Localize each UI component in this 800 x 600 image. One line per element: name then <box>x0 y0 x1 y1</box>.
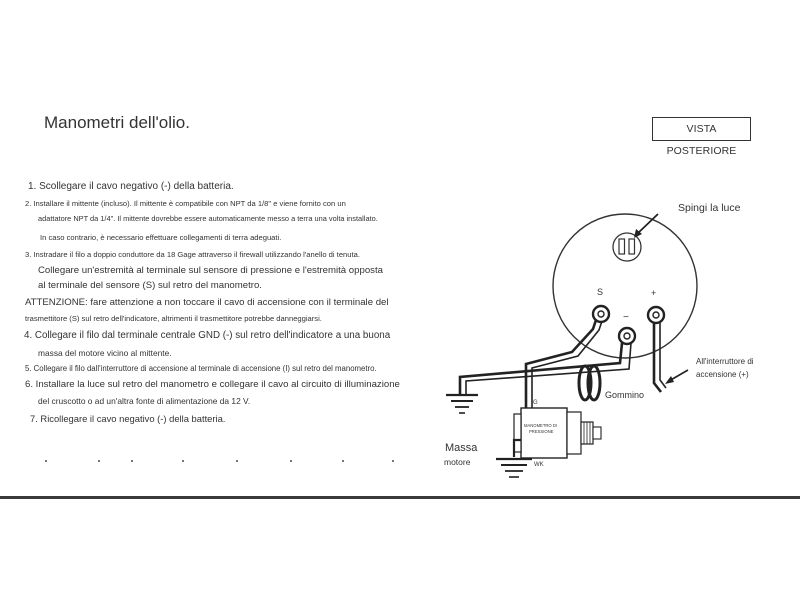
pressure-sender <box>514 408 601 458</box>
instruction-line: trasmettitore (S) sul retro dell'indicatore, altrimenti il trasmettitore potrebbe danneggiarsi. <box>25 314 322 323</box>
rear-view-badge: VISTA POSTERIORE <box>652 117 751 141</box>
terminal-plus-label: + <box>651 288 657 298</box>
page-title: Manometri dell'olio. <box>44 113 190 132</box>
push-light-label: Spingi la luce <box>678 202 741 214</box>
ignition-arrowhead <box>665 376 674 384</box>
engine-ground-label-line1: Massa <box>445 442 478 454</box>
sender-g-label: G <box>533 400 538 406</box>
ignition-label-line1: All'interruttore di <box>696 357 754 366</box>
terminal-s-label: S <box>597 287 604 297</box>
instruction-line: massa del motore vicino al mittente. <box>38 348 172 358</box>
instruction-line: al terminale del sensore (S) sul retro del manometro. <box>38 280 262 291</box>
instruction-line: 3. Instradare il filo a doppio conduttore da 18 Gage attraverso il firewall utilizzando l'anello di tenuta. <box>25 250 360 259</box>
sender-name-line2: PRESSIONE <box>529 429 554 434</box>
ignition-label-line2: accensione (+) <box>696 370 749 379</box>
terminal-ground <box>619 328 635 344</box>
instruction-line: del cruscotto o ad un'altra fonte di alimentazione da 12 V. <box>38 396 251 406</box>
engine-ground-label-line2: motore <box>444 457 471 467</box>
instruction-line: 1. Scollegare il cavo negativo (-) della batteria. <box>28 181 234 192</box>
terminal-plus <box>648 307 664 323</box>
terminal-ground-label: − <box>623 312 629 323</box>
light-socket <box>613 233 641 261</box>
instruction-line: In caso contrario, è necessario effettuare collegamenti di terra adeguati. <box>40 233 282 242</box>
terminal-s <box>593 306 609 322</box>
grommet-label: Gommino <box>605 390 645 400</box>
instruction-line: adattatore NPT da 1/4". Il mittente dovrebbe essere automaticamente messo a terra una volta installato. <box>38 214 378 223</box>
sender-name-line1: MANOMETRO DI <box>524 423 558 428</box>
ignition-wire-edge <box>660 323 666 388</box>
page-divider <box>0 496 800 499</box>
gauge-ground-symbol <box>446 395 478 413</box>
instruction-line: 7. Ricollegare il cavo negativo (-) della batteria. <box>30 413 226 424</box>
instruction-line: 6. Installare la luce sul retro del manometro e collegare il cavo al circuito di illuminazione <box>25 379 400 390</box>
instruction-line: 5. Collegare il filo dall'interruttore di accensione al terminale di accensione (I) sul retro del manometro. <box>25 364 377 373</box>
sender-wk-label: WK <box>534 462 544 468</box>
grommet <box>579 366 600 400</box>
engine-ground-symbol <box>496 459 532 477</box>
instruction-line: ATTENZIONE: fare attenzione a non toccare il cavo di accensione con il terminale del <box>25 297 389 308</box>
instruction-line: 2. Installare il mittente (incluso). Il mittente è compatibile con NPT da 1/8" e viene fornito con un <box>25 199 346 208</box>
instruction-line: 4. Collegare il filo dal terminale centrale GND (-) sul retro dell'indicatore a una buona <box>24 330 391 341</box>
instruction-line: Collegare un'estremità al terminale sul sensore di pressione e l'estremità opposta <box>38 265 383 276</box>
